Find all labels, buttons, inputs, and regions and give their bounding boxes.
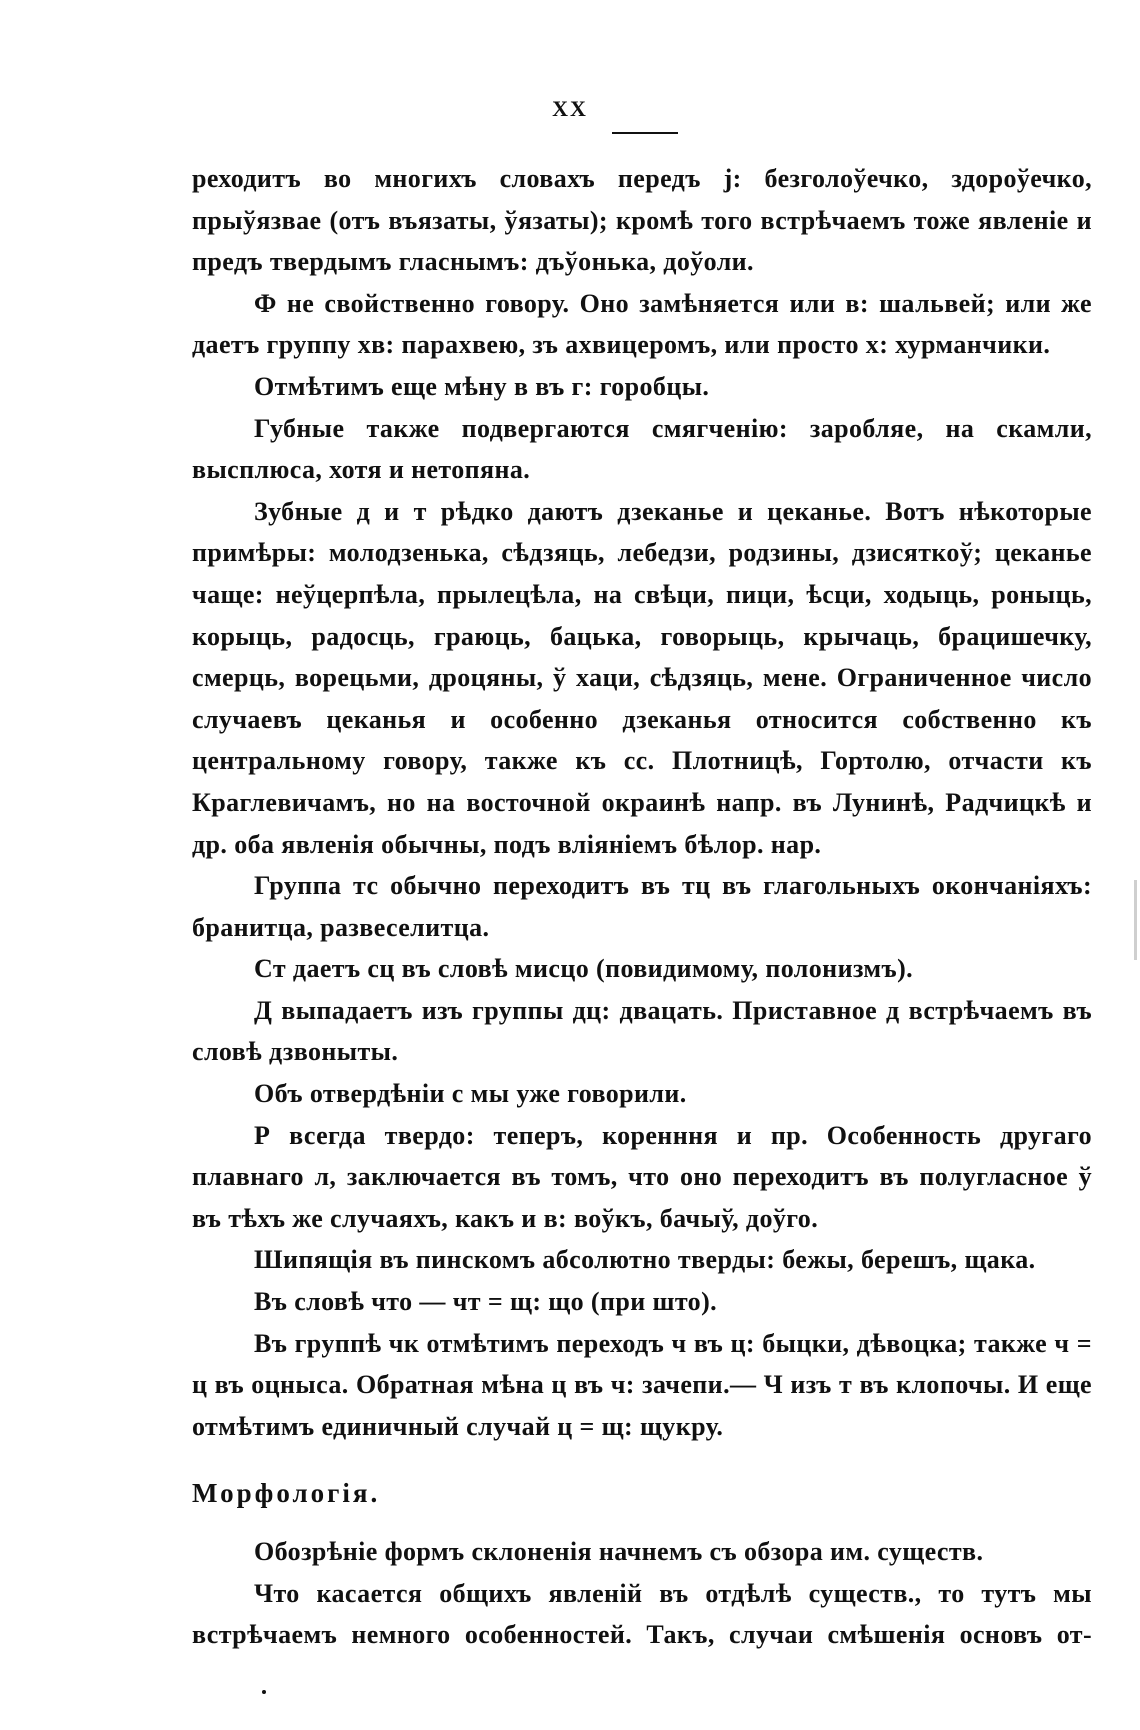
paragraph: Ст даетъ сц въ словѣ мисцо (повидимому, полонизмъ). [254,954,914,984]
paragraph: Группа тс обычно переходитъ въ тц въ глагольныхъ окончаніяхъ: бранитца, развеселитца. [192,871,1092,942]
paragraph: Отмѣтимъ еще мѣну в въ г: горобцы. [254,371,710,401]
section-heading: Морфологія. [192,1478,381,1509]
paragraph: реходитъ во многихъ словахъ передъ j: безголоўечко, здороўечко, прыўязвае (отъ въязаты, ўязаты); кромѣ того встрѣчаемъ тоже явленіе и предъ твердымъ гласнымъ: дъўонька, доўоли. [192,164,1092,277]
paragraph: Ф не свойственно говору. Оно замѣняется или в: шальвей; или же даетъ группу хв: парахвею, зъ ахвицеромъ, или просто х: хурманчики. [192,288,1092,360]
body-text [192,158,1092,1656]
paragraph: Р всегда твердо: теперъ, коренння и пр. Особенность другаго плавнаго л, заключается въ томъ, что оно переходитъ въ полугласное ў въ тѣхъ же случаяхъ, какъ и в: воўкъ, бачыў, доўго. [192,1120,1092,1233]
paragraph: Въ группѣ чк отмѣтимъ переходъ ч въ ц: быцки, дѣвоцка; также ч = ц въ оцныса. Обратная мѣна ц въ ч: зачепи.— Ч изъ т въ клопочы. И еще отмѣтимъ единичный случай ц = щ: щукру. [192,1328,1092,1441]
paragraph: Д выпадаетъ изъ группы дц: двацать. Приставное д встрѣчаемъ въ словѣ дзвоныты. [192,995,1092,1067]
paragraph: Губные также подвергаются смягченію: заробляе, на скамли, высплюса, хотя и нетопяна. [192,413,1092,485]
scan-speck [262,1690,266,1694]
paragraph: Обозрѣніе формъ склоненія начнемъ съ обзора им. существ. [254,1537,984,1566]
paragraph: Зубные д и т рѣдко даютъ дзеканье и цеканье. Вотъ нѣкоторые примѣры: молодзенька, сѣдзяць, лебедзи, родзины, дзисяткоў; цеканье чаще: неўцерпѣла, прылецѣла, на свѣци, пици, ѣсци, ходыць, роныць, корыць, радосць, граюць, бацька, говорыць, крычаць, брацишечку, смерць, ворецьми, дроцяны, ў хаци, сѣдзяць, мене. Ограниченное число случаевъ цеканья и особенно дзеканья относится собственно къ центральному говору, также къ сс. Плотницѣ, Гортолю, отчасти къ Краглевичамъ, но на восточной окраинѣ напр. въ Лунинѣ, Радчицкѣ и др. оба явленія обычны, подъ вліяніемъ бѣлор. нар. [192,496,1092,859]
header-rule [612,132,678,134]
scan-edge-mark [1134,880,1137,960]
paragraph: Что касается общихъ явленій въ отдѣлѣ существ., то тутъ мы встрѣчаемъ немного особенностей. Такъ, случаи смѣшенія основъ от- [192,1578,1092,1650]
paragraph: Шипящія въ пинскомъ абсолютно тверды: бежы, берешъ, щака. [254,1245,1036,1275]
page-number: XX [552,96,588,121]
paragraph: Въ словѣ что — чт = щ: що (при што). [254,1287,718,1317]
paragraph: Объ отвердѣніи с мы уже говорили. [254,1079,687,1109]
